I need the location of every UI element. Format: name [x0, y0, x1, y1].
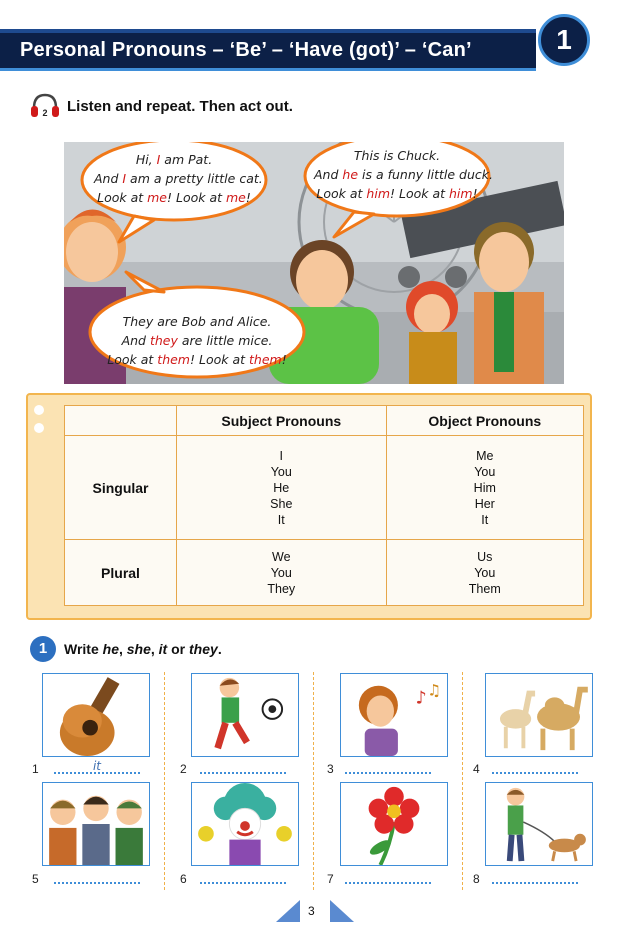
answer-field-8[interactable] [492, 870, 578, 884]
picture-boy-football [191, 673, 299, 757]
picture-three-men [42, 782, 150, 866]
item-number: 8 [473, 872, 480, 886]
answer-field-1[interactable]: it [54, 760, 140, 774]
bubble-bob-alice: They are Bob and Alice. And they are little mice. Look at them! Look at them! [107, 314, 287, 367]
item-number: 2 [180, 762, 187, 776]
svg-text:♪: ♪ [415, 688, 427, 709]
page-number-footer [270, 896, 360, 926]
picture-boy-dog [485, 782, 593, 866]
title-stripe [0, 29, 536, 33]
exercise-instruction-row [30, 636, 222, 662]
unit-number-badge: 1 [538, 14, 590, 66]
page-number: 3 [308, 904, 315, 918]
plural-subject-list: We You They [177, 540, 387, 606]
bubble-pat: Hi, I am Pat. And I am a pretty little cat. Look at me! Look at me! [94, 152, 263, 205]
item-number: 6 [180, 872, 187, 886]
table-corner [65, 406, 177, 436]
exercise-number: 1 [30, 636, 56, 662]
table-row [65, 436, 584, 540]
picture-camels [485, 673, 593, 757]
exercise-instruction: Write he, she, it or they. [64, 641, 222, 657]
picture-flower [340, 782, 448, 866]
title-bar [0, 29, 536, 71]
header-subject-pronouns: Subject Pronouns [177, 406, 387, 436]
item-number: 5 [32, 872, 39, 886]
row-label-singular: Singular [65, 436, 177, 540]
column-separator [462, 672, 463, 890]
comic-illustration [64, 142, 564, 384]
item-number: 7 [327, 872, 334, 886]
column-separator [313, 672, 314, 890]
column-separator [164, 672, 165, 890]
row-label-plural: Plural [65, 540, 177, 606]
plural-object-list: Us You Them [386, 540, 583, 606]
answer-field-5[interactable] [54, 870, 140, 884]
item-number: 4 [473, 762, 480, 776]
svg-text:♫: ♫ [427, 681, 442, 700]
binder-holes [34, 405, 44, 441]
listen-instruction-row [29, 92, 293, 120]
pronoun-table-panel [26, 393, 592, 620]
answer-field-2[interactable] [200, 760, 286, 774]
bubble-chuck: This is Chuck. And he is a funny little duck. Look at him! Look at him! [314, 148, 493, 201]
page-title: Personal Pronouns – ‘Be’ – ‘Have (got)’ – ‘Can’ [20, 39, 472, 61]
picture-clown [191, 782, 299, 866]
item-number: 3 [327, 762, 334, 776]
answer-field-7[interactable] [345, 870, 431, 884]
table-row [65, 540, 584, 606]
headphones-icon[interactable] [29, 92, 61, 120]
track-number: 2 [42, 108, 48, 118]
answer-field-3[interactable] [345, 760, 431, 774]
answer-field-6[interactable] [200, 870, 286, 884]
header-object-pronouns: Object Pronouns [386, 406, 583, 436]
picture-guitar [42, 673, 150, 757]
picture-girl-singing [340, 673, 448, 757]
singular-object-list: Me You Him Her It [386, 436, 583, 540]
item-number: 1 [32, 762, 39, 776]
singular-subject-list: I You He She It [177, 436, 387, 540]
pronoun-table [64, 405, 584, 606]
listen-instruction: Listen and repeat. Then act out. [67, 97, 293, 115]
answer-field-4[interactable] [492, 760, 578, 774]
